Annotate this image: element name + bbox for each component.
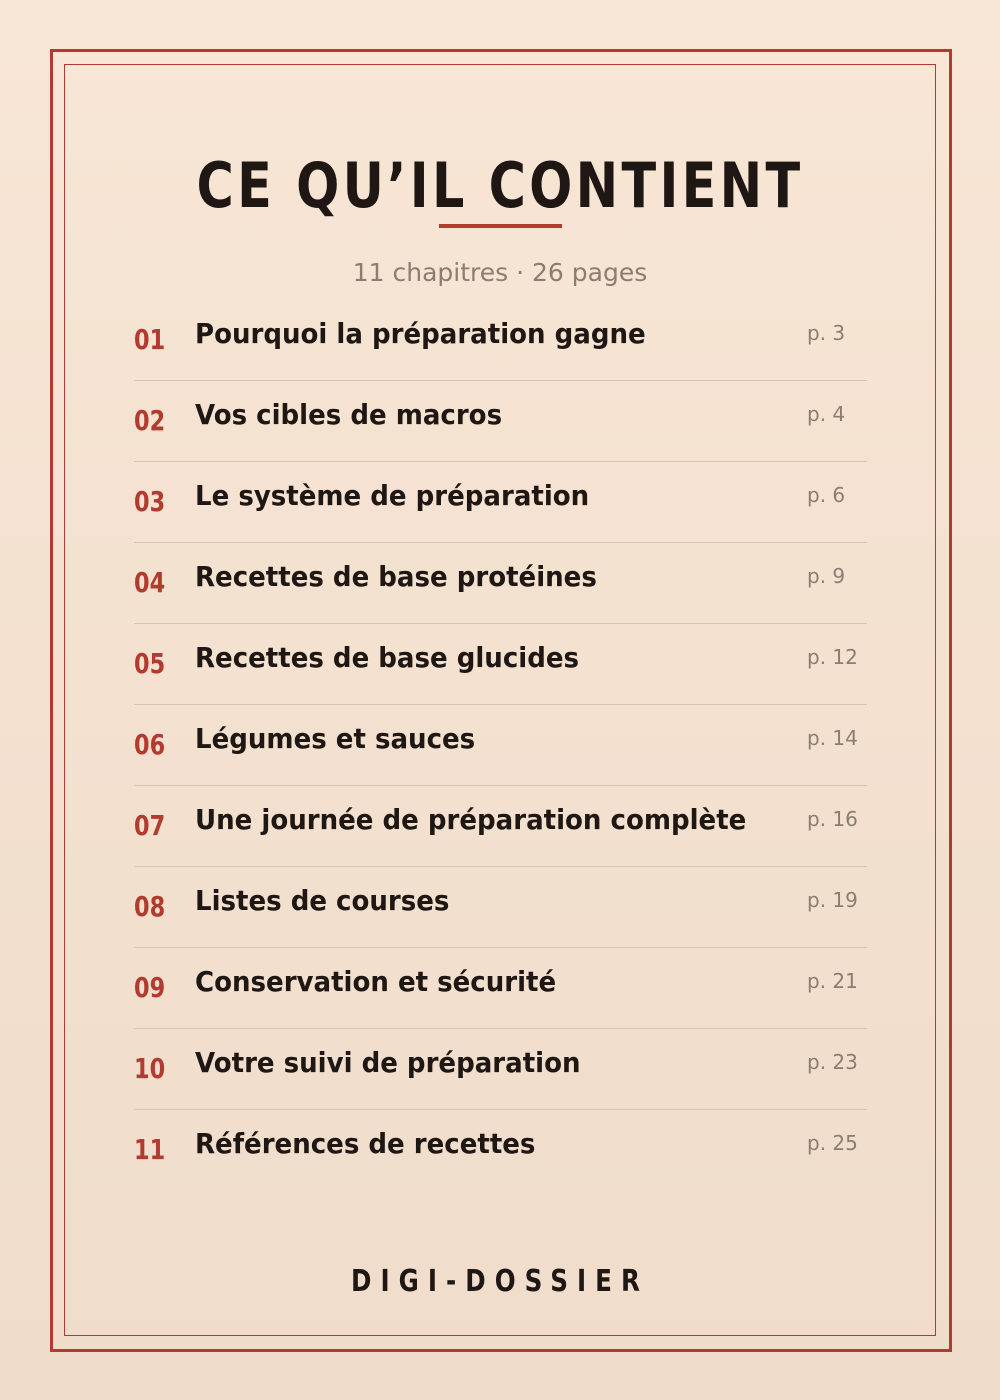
toc-row xyxy=(134,1110,867,1190)
chapter-page: p. 3 xyxy=(807,321,846,345)
toc-row xyxy=(134,1029,867,1110)
chapter-title: Références de recettes xyxy=(195,1127,536,1160)
chapter-number: 01 xyxy=(134,323,166,356)
chapter-number: 09 xyxy=(134,971,166,1004)
toc-row xyxy=(134,624,867,705)
toc-row xyxy=(134,543,867,624)
chapter-title: Votre suivi de préparation xyxy=(195,1046,581,1079)
page-title: CE QU’IL CONTIENT xyxy=(196,149,804,222)
chapter-title: Pourquoi la préparation gagne xyxy=(195,317,646,350)
chapter-title: Le système de préparation xyxy=(195,479,590,512)
chapter-page: p. 25 xyxy=(807,1131,858,1155)
toc-row xyxy=(134,948,867,1029)
chapter-number: 07 xyxy=(134,809,166,842)
chapter-number: 05 xyxy=(134,647,166,680)
chapter-title: Recettes de base protéines xyxy=(195,560,597,593)
chapter-page: p. 21 xyxy=(807,969,858,993)
chapter-title: Recettes de base glucides xyxy=(195,641,580,674)
chapter-number: 11 xyxy=(134,1133,166,1166)
toc-row xyxy=(134,786,867,867)
chapter-number: 03 xyxy=(134,485,166,518)
chapter-number: 06 xyxy=(134,728,166,761)
toc-row xyxy=(134,867,867,948)
chapter-number: 10 xyxy=(134,1052,166,1085)
toc-row xyxy=(134,705,867,786)
toc-row xyxy=(134,462,867,543)
table-of-contents xyxy=(134,300,867,1190)
chapter-page: p. 16 xyxy=(807,807,858,831)
chapter-page: p. 4 xyxy=(807,402,846,426)
chapter-page: p. 6 xyxy=(807,483,846,507)
chapter-page: p. 9 xyxy=(807,564,846,588)
chapter-page: p. 14 xyxy=(807,726,858,750)
chapter-page: p. 12 xyxy=(807,645,858,669)
title-underline xyxy=(439,224,562,228)
chapter-title: Conservation et sécurité xyxy=(195,965,557,998)
chapter-title: Vos cibles de macros xyxy=(195,398,503,431)
chapter-number: 02 xyxy=(134,404,166,437)
chapter-page: p. 19 xyxy=(807,888,858,912)
chapter-title: Listes de courses xyxy=(195,884,450,917)
chapter-title: Légumes et sauces xyxy=(195,722,476,755)
toc-row xyxy=(134,300,867,381)
chapter-number: 04 xyxy=(134,566,166,599)
page-subtitle: 11 chapitres · 26 pages xyxy=(352,258,648,287)
chapter-number: 08 xyxy=(134,890,166,923)
toc-row xyxy=(134,381,867,462)
brand-wordmark: DIGI-DOSSIER xyxy=(351,1264,649,1299)
chapter-page: p. 23 xyxy=(807,1050,858,1074)
chapter-title: Une journée de préparation complète xyxy=(195,803,747,836)
